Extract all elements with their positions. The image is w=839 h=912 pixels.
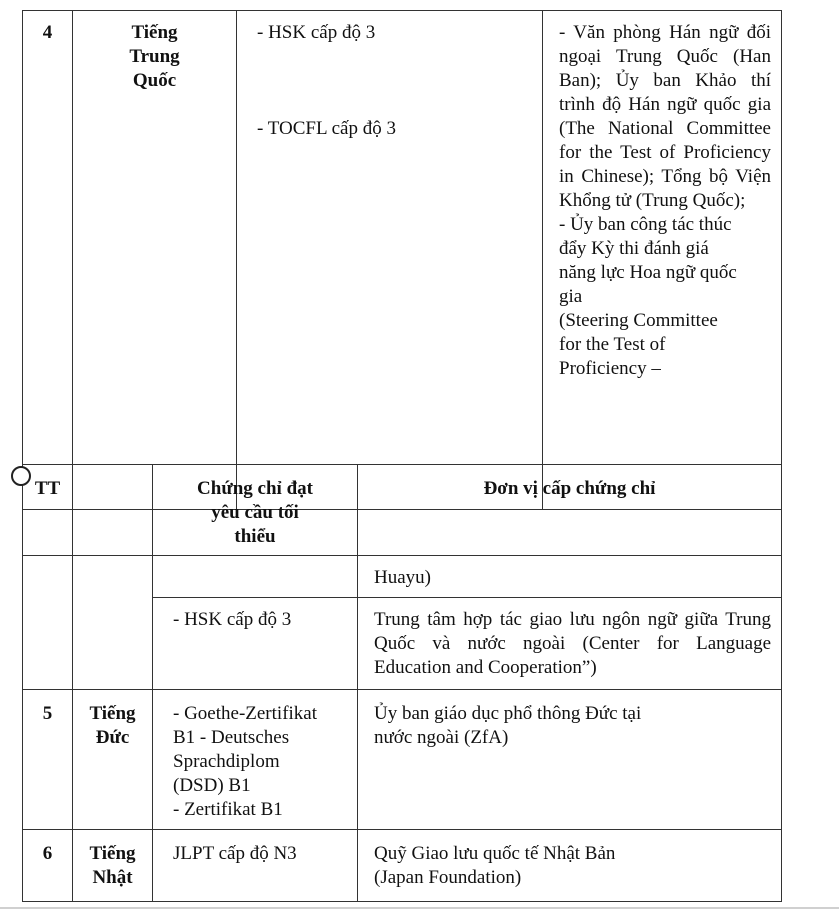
certificate-table-part-2	[22, 464, 782, 902]
issuer-text: nước ngoài (ZfA)	[374, 727, 509, 748]
issuer-text: - Văn phòng Hán ngữ đối ngoại Trung Quốc (Han Ban); Ủy ban Khảo thí trình độ Hán ngữ quốc gia (The National Committee for the Test of Proficiency in Chinese); Tổng bộ Viện Khổng tử (Trung Quốc);	[559, 22, 771, 211]
table-row-continued	[23, 556, 782, 598]
certificate-table-part-1	[22, 10, 782, 510]
tt-cell	[23, 690, 73, 830]
issuer-cell	[358, 690, 782, 830]
language-line: Trung	[129, 46, 180, 67]
tt-cell	[23, 11, 73, 510]
tt-value: 6	[42, 843, 53, 864]
issuer-text: gia	[559, 286, 583, 307]
table-header-row	[23, 465, 782, 556]
issuer-cell	[358, 830, 782, 902]
language-line: Nhật	[92, 867, 133, 888]
certificate-cell	[237, 11, 543, 510]
certificate-text: - HSK cấp độ 3	[257, 22, 376, 43]
header-language	[73, 465, 153, 556]
certificate-cell	[153, 830, 358, 902]
certificate-text: - Zertifikat B1	[173, 799, 283, 820]
table-move-handle-icon[interactable]	[11, 466, 31, 486]
certificate-text: - HSK cấp độ 3	[173, 609, 292, 630]
issuer-text: Huayu)	[374, 567, 431, 588]
tt-value: 5	[42, 703, 53, 724]
language-line: Quốc	[132, 70, 177, 91]
table-row-6	[23, 830, 782, 902]
header-tt-label: TT	[34, 478, 61, 499]
header-issuer	[358, 465, 782, 556]
page-bottom-edge	[0, 907, 839, 909]
header-certificate-line: thiểu	[234, 526, 276, 547]
tt-cell-empty	[23, 556, 73, 690]
issuer-text: năng lực Hoa ngữ quốc	[559, 262, 737, 283]
issuer-text: Trung tâm hợp tác giao lưu ngôn ngữ giữa Trung Quốc và nước ngoài (Center for Language Education and Cooperation”)	[374, 609, 771, 678]
issuer-text: Quỹ Giao lưu quốc tế Nhật Bản	[374, 843, 616, 864]
certificate-text: JLPT cấp độ N3	[173, 843, 297, 864]
issuer-cell	[358, 598, 782, 690]
certificate-text: - Goethe-Zertifikat	[173, 703, 318, 724]
header-certificate-line: yêu cầu tối	[211, 502, 299, 523]
tt-value: 4	[42, 22, 53, 43]
issuer-text: đẩy Kỳ thi đánh giá	[559, 238, 709, 259]
certificate-cell-empty	[153, 556, 358, 598]
issuer-text: Ủy ban giáo dục phổ thông Đức tại	[374, 703, 642, 724]
issuer-text: for the Test of	[559, 334, 666, 355]
issuer-text: Proficiency –	[559, 358, 661, 379]
certificate-cell	[153, 690, 358, 830]
language-cell-empty	[73, 556, 153, 690]
table-row-5	[23, 690, 782, 830]
issuer-cell	[543, 11, 782, 510]
header-issuer-label: Đơn vị cấp chứng chỉ	[483, 478, 656, 499]
language-cell	[73, 690, 153, 830]
header-certificate	[153, 465, 358, 556]
language-line: Đức	[95, 727, 130, 748]
language-line: Tiếng	[89, 843, 136, 864]
language-line: Tiếng	[131, 22, 178, 43]
issuer-cell	[358, 556, 782, 598]
table-row-4	[23, 11, 782, 510]
issuer-text: - Ủy ban công tác thúc	[559, 214, 732, 235]
certificate-cell	[153, 598, 358, 690]
tt-cell	[23, 830, 73, 902]
language-cell	[73, 11, 237, 510]
certificate-text: - TOCFL cấp độ 3	[257, 118, 396, 139]
header-certificate-line: Chứng chỉ đạt	[197, 478, 313, 499]
certificate-text: Sprachdiplom	[173, 751, 280, 772]
issuer-text: (Steering Committee	[559, 310, 718, 331]
certificate-text: B1 - Deutsches	[173, 727, 290, 748]
certificate-text: (DSD) B1	[173, 775, 251, 796]
issuer-text: (Japan Foundation)	[374, 867, 522, 888]
language-line: Tiếng	[89, 703, 136, 724]
language-cell	[73, 830, 153, 902]
